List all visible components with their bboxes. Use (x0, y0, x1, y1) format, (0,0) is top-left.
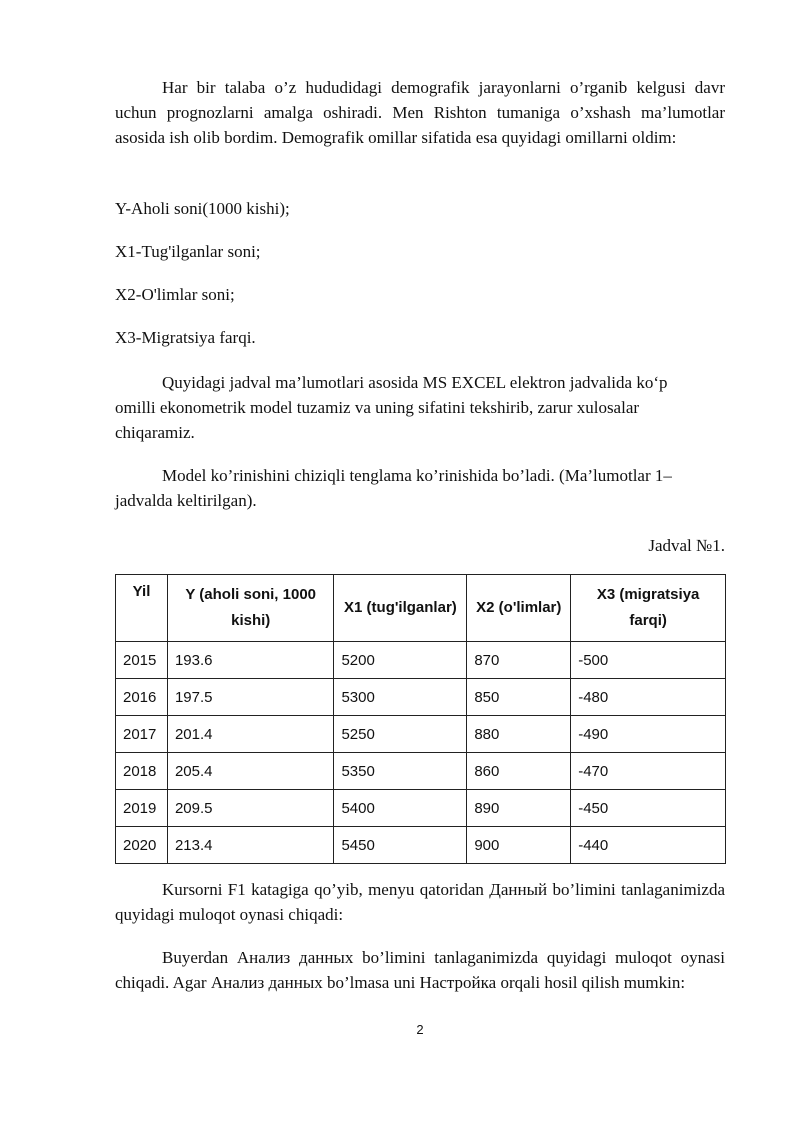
cell-year: 2016 (116, 679, 168, 716)
paragraph-data-analysis: Buyerdan Анализ данных bo’limini tanlaganimizda quyidagi muloqot oynasi chiqadi. Agar Анализ данных bo’lmasa uni Настройка orqali hosil qilish mumkin: (115, 948, 725, 992)
cell-x2: 900 (467, 827, 571, 864)
cell-year: 2015 (116, 642, 168, 679)
cell-x3: -450 (571, 790, 726, 827)
cell-y: 205.4 (167, 753, 334, 790)
cell-x1: 5250 (334, 716, 467, 753)
header-y: Y (aholi soni, 1000 kishi) (167, 575, 334, 642)
cell-y: 209.5 (167, 790, 334, 827)
table-row (116, 642, 726, 679)
cell-x3: -500 (571, 642, 726, 679)
paragraph-excel-model: Quyidagi jadval ma’lumotlari asosida MS EXCEL elektron jadvalida ko‘p omilli ekonometrik model tuzamiz va uning sifatini tekshirib, zarur xulosalar chiqaramiz. (115, 373, 668, 442)
table-header-row (116, 575, 726, 642)
table-caption: Jadval №1. (648, 536, 725, 555)
cell-x2: 850 (467, 679, 571, 716)
cell-year: 2018 (116, 753, 168, 790)
cell-x1: 5200 (334, 642, 467, 679)
table-row (116, 679, 726, 716)
variable-y: Y-Aholi soni(1000 kishi); (115, 199, 290, 218)
cell-y: 213.4 (167, 827, 334, 864)
cell-x2: 870 (467, 642, 571, 679)
cell-x3: -490 (571, 716, 726, 753)
header-year: Yil (116, 575, 168, 642)
cell-y: 197.5 (167, 679, 334, 716)
table-row (116, 753, 726, 790)
cell-x1: 5450 (334, 827, 467, 864)
paragraph-menu: Kursorni F1 katagiga qo’yib, menyu qatoridan Данный bo’limini tanlaganimizda quyidagi muloqot oynasi chiqadi: (115, 880, 725, 924)
cell-x3: -470 (571, 753, 726, 790)
header-x1: X1 (tug'ilganlar) (334, 575, 467, 642)
header-x3: X3 (migratsiya farqi) (571, 575, 726, 642)
cell-x2: 860 (467, 753, 571, 790)
header-x2: X2 (o'limlar) (467, 575, 571, 642)
page-number: 2 (416, 1022, 424, 1037)
cell-year: 2017 (116, 716, 168, 753)
variable-x3: X3-Migratsiya farqi. (115, 328, 256, 347)
table-row (116, 827, 726, 864)
intro-paragraph: Har bir talaba o’z hududidagi demografik jarayonlarni o’rganib kelgusi davr uchun prognozlarni amalga oshiradi. Men Rishton tumaniga o’xshash ma’lumotlar asosida ish olib bordim. Demografik omillar sifatida esa quyidagi omillarni oldim: (115, 78, 725, 147)
cell-x3: -440 (571, 827, 726, 864)
variable-x2: X2-O'limlar soni; (115, 285, 235, 304)
table-row (116, 790, 726, 827)
cell-y: 201.4 (167, 716, 334, 753)
cell-year: 2019 (116, 790, 168, 827)
cell-x3: -480 (571, 679, 726, 716)
cell-year: 2020 (116, 827, 168, 864)
data-table (115, 574, 726, 864)
cell-x1: 5300 (334, 679, 467, 716)
paragraph-linear-model: Model ko’rinishini chiziqli tenglama ko’rinishida bo’ladi. (Ma’lumotlar 1– jadvalda keltirilgan). (115, 466, 672, 510)
cell-x1: 5400 (334, 790, 467, 827)
cell-x1: 5350 (334, 753, 467, 790)
cell-y: 193.6 (167, 642, 334, 679)
table-row (116, 716, 726, 753)
cell-x2: 880 (467, 716, 571, 753)
cell-x2: 890 (467, 790, 571, 827)
variable-x1: X1-Tug'ilganlar soni; (115, 242, 261, 261)
